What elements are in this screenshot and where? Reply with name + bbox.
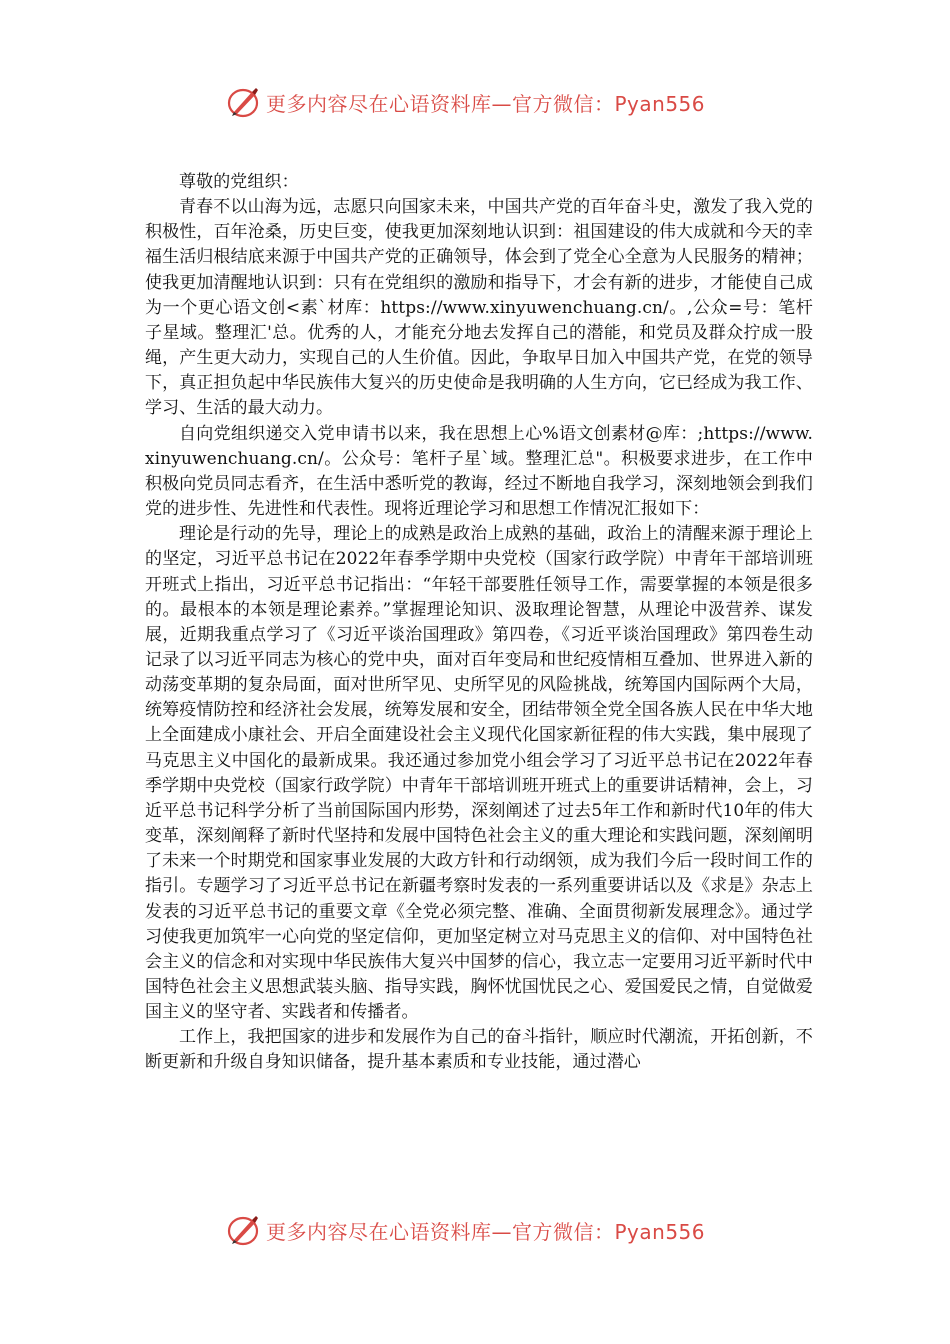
paragraph-1: 青春不以山海为远，志愿只向国家未来，中国共产党的百年奋斗史，激发了我入党的积极性，百年沧桑，历史巨变，使我更加深刻地认识到：祖国建设的伟大成就和今天的幸福生活归根结底来源于中国共产党的正确领导，体会到了党全心全意为人民服务的精神；使我更加清醒地认识到：只有在党组织的激励和指导下，才会有新的进步，才能使自己成为一个更心语文创<素`材库：https://www.xinyuwenchuang.cn/。,公众=号：笔杆子星域。整理汇'总。优秀的人，才能充分地去发挥自己的潜能，和党员及群众拧成一股绳，产生更大动力，实现自己的人生价值。因此，争取早日加入中国共产党，在党的领导下，真正担负起中华民族伟大复兴的历史使命是我明确的人生方向，它已经成为我工作、学习、生活的最大动力。: [145, 197, 813, 419]
pen-logo-icon: [226, 84, 262, 120]
salutation: 尊敬的党组织：: [179, 172, 299, 192]
header-banner: [226, 84, 746, 120]
footer-banner: [226, 1212, 746, 1248]
paragraph-3: 理论是行动的先导，理论上的成熟是政治上成熟的基础，政治上的清醒来源于理论上的坚定，习近平总书记在2022年春季学期中央党校（国家行政学院）中青年干部培训班开班式上指出，习近平总书记指出：“年轻干部要胜任领导工作，需要掌握的本领是很多的。最根本的本领是理论素养。”掌握理论知识、汲取理论智慧，从理论中汲营养、谋发展，近期我重点学习了《习近平谈治国理政》第四卷，《习近平谈治国理政》第四卷生动记录了以习近平同志为核心的党中央，面对百年变局和世纪疫情相互叠加、世界进入新的动荡变革期的复杂局面，面对世所罕见、史所罕见的风险挑战，统筹国内国际两个大局，统筹疫情防控和经济社会发展，统筹发展和安全，团结带领全党全国各族人民在中华大地上全面建成小康社会、开启全面建设社会主义现代化国家新征程的伟大实践，集中展现了马克思主义中国化的最新成果。我还通过参加党小组会学习了习近平总书记在2022年春季学期中央党校（国家行政学院）中青年干部培训班开班式上的重要讲话精神，会上，习近平总书记科学分析了当前国际国内形势，深刻阐述了过去5年工作和新时代10年的伟大变革，深刻阐释了新时代坚持和发展中国特色社会主义的重大理论和实践问题，深刻阐明了未来一个时期党和国家事业发展的大政方针和行动纲领，成为我们今后一段时间工作的指引。专题学习了习近平总书记在新疆考察时发表的一系列重要讲话以及《求是》杂志上发表的习近平总书记的重要文章《全党必须完整、准确、全面贯彻新发展理念》。通过学习使我更加筑牢一心向党的坚定信仰，更加坚定树立对马克思主义的信仰、对中国特色社会主义的信念和对实现中华民族伟大复兴中国梦的信心，我立志一定要用习近平新时代中国特色社会主义思想武装头脑、指导实践，胸怀忧国忧民之心、爱国爱民之情，自觉做爱国主义的坚守者、实践者和传播者。: [145, 524, 813, 1023]
pen-logo-icon: [226, 1212, 262, 1248]
footer-banner-text: 更多内容尽在心语资料库—官方微信：Pyan556: [266, 1219, 706, 1244]
letter-body: [145, 170, 813, 1076]
paragraph-2: 自向党组织递交入党申请书以来，我在思想上心%语文创素材@库：;https://www.xinyuwenchuang.cn/。公众号：笔杆子星`域。整理汇总"。积极要求进步，在工作中积极向党员同志看齐，在生活中悉听党的教诲，经过不断地自我学习，深刻地领会到我们党的进步性、先进性和代表性。现将近理论学习和思想工作情况汇报如下：: [145, 423, 813, 520]
paragraph-4: 工作上，我把国家的进步和发展作为自己的奋斗指针，顺应时代潮流，开拓创新，不断更新和升级自身知识储备，提升基本素质和专业技能，通过潜心: [145, 1027, 813, 1073]
header-banner-text: 更多内容尽在心语资料库—官方微信：Pyan556: [266, 91, 706, 116]
